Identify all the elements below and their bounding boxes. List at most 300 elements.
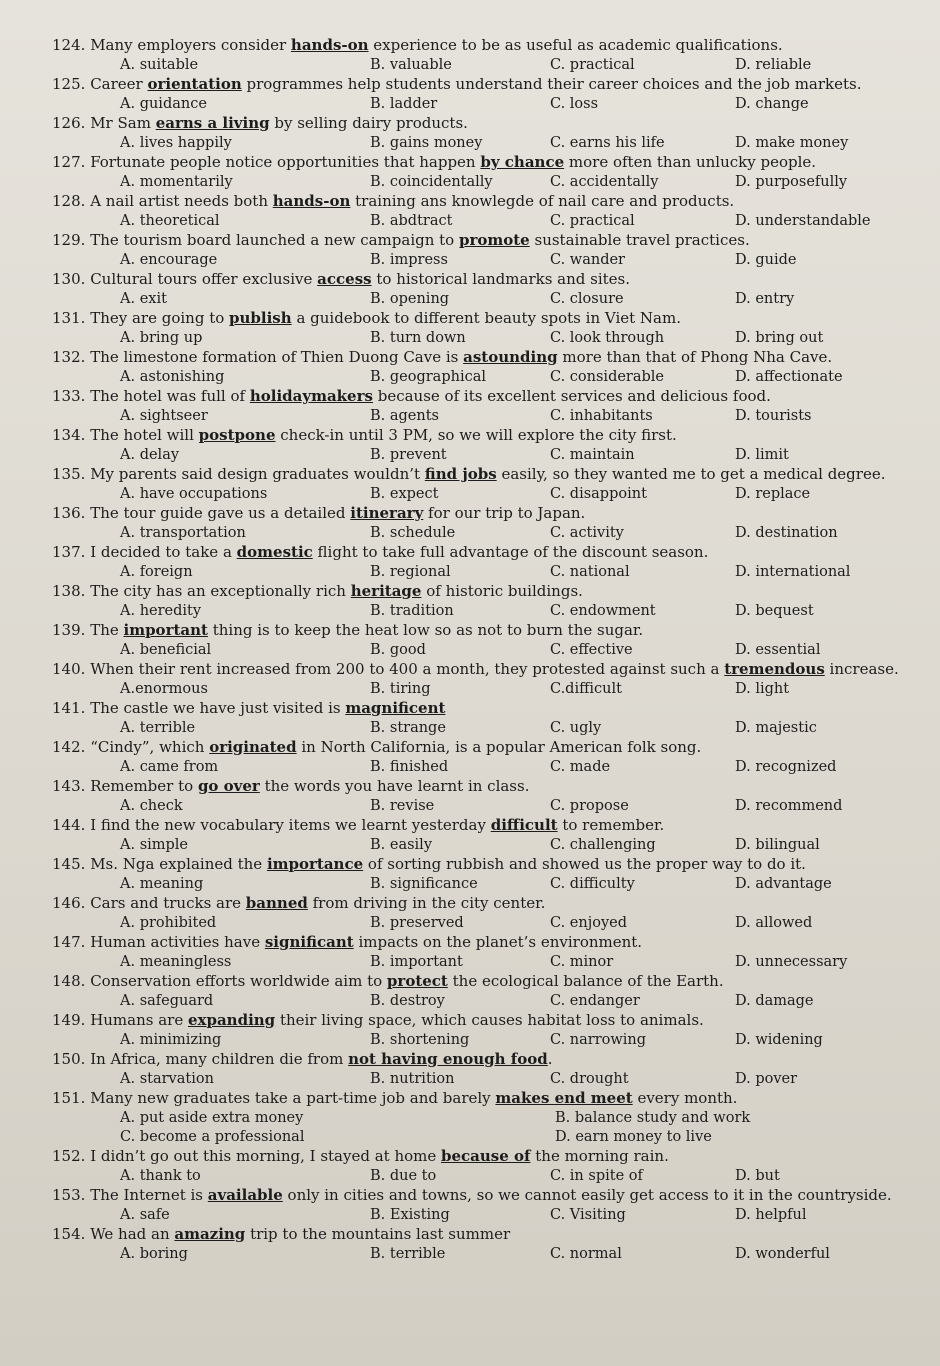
question-item — [52, 855, 880, 894]
answer-option-a: A. boring — [120, 1246, 188, 1262]
question-keyword: publish — [229, 309, 292, 327]
answer-option-b: B. prevent — [370, 447, 447, 463]
question-item — [52, 36, 880, 75]
question-keyword: by chance — [480, 153, 565, 171]
answer-option-b: B. finished — [370, 759, 449, 775]
answer-options — [52, 446, 880, 465]
question-number: 127. — [52, 153, 86, 171]
answer-option-c: C. propose — [550, 798, 629, 814]
answer-options — [52, 992, 880, 1011]
answer-option-b: B. turn down — [370, 330, 466, 346]
question-item — [52, 738, 880, 777]
question-text-before: In Africa, many children die from — [90, 1050, 349, 1068]
answer-option-d: D. earn money to live — [555, 1129, 712, 1145]
answer-option-a: A. have occupations — [120, 486, 268, 502]
answer-options — [52, 1206, 880, 1225]
question-number: 144. — [52, 816, 86, 834]
question-text-after: training ans knowlegde of nail care and products. — [350, 192, 735, 210]
question-stem — [52, 231, 880, 250]
question-number: 146. — [52, 894, 86, 912]
answer-option-a: A. meaning — [120, 876, 204, 892]
question-number: 138. — [52, 582, 86, 600]
answer-option-c: C. ugly — [550, 720, 602, 736]
answer-option-b: B. good — [370, 642, 426, 658]
question-stem — [52, 855, 880, 874]
question-number: 148. — [52, 972, 86, 990]
question-keyword: significant — [264, 933, 354, 951]
answer-options — [52, 563, 880, 582]
question-stem — [52, 699, 880, 718]
answer-option-a: A. starvation — [120, 1071, 214, 1087]
question-text-before: Cultural tours offer exclusive — [90, 270, 318, 288]
answer-options — [52, 875, 880, 894]
answer-option-d: D. essential — [735, 642, 821, 658]
answer-option-b: B. due to — [370, 1168, 437, 1184]
question-keyword: banned — [245, 894, 308, 912]
answer-options — [52, 641, 880, 660]
answer-option-a: A. beneficial — [120, 642, 212, 658]
question-keyword: earns a living — [155, 114, 270, 132]
answer-options — [52, 524, 880, 543]
answer-option-a: A. guidance — [120, 96, 207, 112]
answer-option-d: D. bring out — [735, 330, 824, 346]
question-item — [52, 309, 880, 348]
question-text-before: When their rent increased from 200 to 400 a month, they protested against such a — [90, 660, 725, 678]
question-text-after: a guidebook to different beauty spots in Viet Nam. — [291, 309, 681, 327]
answer-options — [52, 407, 880, 426]
answer-options — [52, 1167, 880, 1186]
question-text-before: I didn’t go out this morning, I stayed at home — [90, 1147, 442, 1165]
question-text-before: The hotel will — [90, 426, 199, 444]
question-number: 147. — [52, 933, 86, 951]
question-item — [52, 777, 880, 816]
question-keyword: hands-on — [290, 36, 369, 54]
question-text-after: their living space, which causes habitat loss to animals. — [275, 1011, 704, 1029]
question-number: 124. — [52, 36, 86, 54]
answer-option-d: D. wonderful — [735, 1246, 830, 1262]
question-text-after: from driving in the city center. — [307, 894, 546, 912]
question-text-before: The city has an exceptionally rich — [90, 582, 351, 600]
question-keyword: available — [207, 1186, 283, 1204]
question-number: 145. — [52, 855, 86, 873]
question-item — [52, 270, 880, 309]
question-item — [52, 231, 880, 270]
question-stem — [52, 348, 880, 367]
answer-option-c: C. activity — [550, 525, 624, 541]
question-text-before: Mr Sam — [90, 114, 156, 132]
question-keyword: difficult — [490, 816, 558, 834]
answer-option-a: A. meaningless — [120, 954, 232, 970]
answer-option-d: D. make money — [735, 135, 849, 151]
answer-option-b: B. opening — [370, 291, 450, 307]
answer-option-d: D. bequest — [735, 603, 814, 619]
answer-option-c: C. practical — [550, 57, 635, 73]
answer-option-d: D. majestic — [735, 720, 817, 736]
answer-option-a: A. encourage — [120, 252, 218, 268]
answer-option-b: B. schedule — [370, 525, 456, 541]
question-number: 151. — [52, 1089, 86, 1107]
answer-option-a: A. astonishing — [120, 369, 225, 385]
answer-option-b: B. strange — [370, 720, 446, 736]
question-text-after: because of its excellent services and delicious food. — [372, 387, 771, 405]
question-text-after: easily, so they wanted me to get a medical degree. — [496, 465, 886, 483]
question-stem — [52, 1050, 880, 1069]
answer-option-d: D. replace — [735, 486, 811, 502]
question-number: 143. — [52, 777, 86, 795]
question-number: 129. — [52, 231, 86, 249]
question-text-after: of sorting rubbish and showed us the proper way to do it. — [363, 855, 806, 873]
question-text-after: in North California, is a popular American folk song. — [296, 738, 702, 756]
answer-option-a: A. thank to — [120, 1168, 201, 1184]
question-text-before: The tour guide gave us a detailed — [90, 504, 351, 522]
question-text-before: The hotel was full of — [90, 387, 250, 405]
question-keyword: because of — [441, 1147, 531, 1165]
answer-option-b: B. significance — [370, 876, 478, 892]
answer-option-c: C. wander — [550, 252, 625, 268]
question-number: 128. — [52, 192, 86, 210]
question-item — [52, 699, 880, 738]
question-keyword: amazing — [174, 1225, 246, 1243]
question-text-after: flight to take full advantage of the discount season. — [312, 543, 709, 561]
question-stem — [52, 1186, 892, 1205]
question-text-after: of historic buildings. — [421, 582, 583, 600]
answer-option-d: D. affectionate — [735, 369, 843, 385]
question-item — [52, 933, 880, 972]
question-stem — [52, 816, 880, 835]
question-keyword: not having enough food — [348, 1050, 548, 1068]
question-keyword: find jobs — [424, 465, 497, 483]
question-number: 149. — [52, 1011, 86, 1029]
answer-option-a: A. delay — [120, 447, 180, 463]
answer-options — [52, 329, 880, 348]
question-number: 142. — [52, 738, 86, 756]
answer-options — [52, 56, 880, 75]
question-text-before: Many employers consider — [90, 36, 291, 54]
question-text-after: the morning rain. — [530, 1147, 669, 1165]
question-keyword: itinerary — [350, 504, 424, 522]
question-item — [52, 621, 880, 660]
answer-option-c: C. maintain — [550, 447, 635, 463]
answer-option-c: C. look through — [550, 330, 665, 346]
answer-option-c: C. loss — [550, 96, 599, 112]
question-keyword: important — [123, 621, 208, 639]
answer-option-a: A. prohibited — [120, 915, 217, 931]
question-stem — [52, 933, 880, 952]
question-text-before: The — [90, 621, 124, 639]
answer-option-b: B. ladder — [370, 96, 438, 112]
question-keyword: go over — [197, 777, 260, 795]
question-text-before: Humans are — [90, 1011, 188, 1029]
question-number: 141. — [52, 699, 86, 717]
answer-option-c: C. considerable — [550, 369, 665, 385]
question-item — [52, 972, 880, 1011]
answer-option-d: D. guide — [735, 252, 797, 268]
answer-option-a: A. bring up — [120, 330, 203, 346]
question-stem — [52, 114, 880, 133]
answer-option-a: A. safeguard — [120, 993, 214, 1009]
answer-option-b: B. Existing — [370, 1207, 450, 1223]
answer-option-d: D. allowed — [735, 915, 813, 931]
answer-option-d: D. recognized — [735, 759, 837, 775]
answer-options — [52, 368, 880, 387]
question-keyword: originated — [209, 738, 297, 756]
answer-option-c: C. in spite of — [550, 1168, 643, 1184]
question-text-after: check-in until 3 PM, so we will explore the city first. — [275, 426, 677, 444]
question-text-after: increase. — [824, 660, 899, 678]
question-stem — [52, 1089, 880, 1108]
question-keyword: makes end meet — [495, 1089, 633, 1107]
question-text-after: every month. — [632, 1089, 738, 1107]
answer-option-d: D. recommend — [735, 798, 843, 814]
answer-option-d: D. international — [735, 564, 851, 580]
question-keyword: tremendous — [724, 660, 825, 678]
question-keyword: holidaymakers — [249, 387, 373, 405]
answer-option-c: C. enjoyed — [550, 915, 627, 931]
answer-option-a: A. theoretical — [120, 213, 220, 229]
question-keyword: expanding — [187, 1011, 276, 1029]
answer-option-d: D. pover — [735, 1071, 798, 1087]
question-text-before: The limestone formation of Thien Duong Cave is — [90, 348, 464, 366]
answer-options — [52, 95, 880, 114]
answer-option-c: C.difficult — [550, 681, 622, 697]
answer-options — [52, 173, 880, 192]
question-text-before: They are going to — [90, 309, 230, 327]
question-item — [52, 1011, 880, 1050]
question-keyword: protect — [386, 972, 448, 990]
question-item — [52, 1050, 880, 1089]
question-item — [52, 465, 886, 504]
question-stem — [52, 270, 880, 289]
question-text-after: . — [547, 1050, 553, 1068]
question-item — [52, 1089, 880, 1147]
answer-option-b: B. revise — [370, 798, 435, 814]
question-text-after: only in cities and towns, so we cannot easily get access to it in the countryside. — [282, 1186, 892, 1204]
question-number: 152. — [52, 1147, 86, 1165]
answer-option-d: D. bilingual — [735, 837, 820, 853]
answer-options — [52, 680, 880, 699]
question-item — [52, 426, 880, 465]
question-stem — [52, 582, 880, 601]
answer-option-b: B. agents — [370, 408, 439, 424]
question-text-after: impacts on the planet’s environment. — [353, 933, 643, 951]
answer-option-c: C. narrowing — [550, 1032, 647, 1048]
answer-options — [52, 953, 880, 972]
answer-option-b: B. tiring — [370, 681, 431, 697]
answer-option-d: D. change — [735, 96, 809, 112]
question-stem — [52, 504, 880, 523]
answer-option-b: B. destroy — [370, 993, 445, 1009]
question-number: 126. — [52, 114, 86, 132]
question-stem — [52, 894, 880, 913]
question-keyword: hands-on — [272, 192, 351, 210]
question-text-before: We had an — [90, 1225, 175, 1243]
question-number: 150. — [52, 1050, 86, 1068]
question-stem — [52, 738, 880, 757]
answer-option-b: B. balance study and work — [555, 1110, 751, 1126]
question-stem — [52, 75, 880, 94]
question-text-before: Human activities have — [90, 933, 265, 951]
answer-options — [52, 485, 880, 504]
answer-option-a: A. foreign — [120, 564, 193, 580]
question-text-after: thing is to keep the heat low so as not to burn the sugar. — [207, 621, 644, 639]
question-number: 131. — [52, 309, 86, 327]
question-stem — [52, 309, 880, 328]
answer-option-b: B. geographical — [370, 369, 486, 385]
question-item — [52, 894, 880, 933]
question-keyword: orientation — [147, 75, 242, 93]
answer-option-a: A. momentarily — [120, 174, 233, 190]
question-item — [52, 348, 880, 387]
question-text-after: trip to the mountains last summer — [245, 1225, 511, 1243]
question-stem — [52, 777, 880, 796]
answer-option-a: A. suitable — [120, 57, 199, 73]
question-text-after: more often than unlucky people. — [564, 153, 817, 171]
answer-option-b: B. gains money — [370, 135, 483, 151]
question-item — [52, 543, 880, 582]
question-number: 133. — [52, 387, 86, 405]
question-item — [52, 582, 880, 621]
question-text-after: to remember. — [557, 816, 665, 834]
answer-option-a: A. sightseer — [120, 408, 208, 424]
answer-option-b: B. preserved — [370, 915, 464, 931]
answer-option-a: A. safe — [120, 1207, 170, 1223]
question-number: 135. — [52, 465, 86, 483]
answer-option-a: A. terrible — [120, 720, 196, 736]
answer-option-d: D. limit — [735, 447, 789, 463]
question-keyword: promote — [458, 231, 530, 249]
answer-option-c: C. effective — [550, 642, 633, 658]
answer-option-d: D. entry — [735, 291, 795, 307]
question-text-before: A nail artist needs both — [90, 192, 273, 210]
question-text-before: Remember to — [90, 777, 198, 795]
answer-options — [52, 758, 880, 777]
answer-option-c: C. endowment — [550, 603, 656, 619]
question-keyword: astounding — [463, 348, 558, 366]
question-text-before: The tourism board launched a new campaign to — [90, 231, 459, 249]
answer-options — [52, 602, 880, 621]
question-text-before: I find the new vocabulary items we learnt yesterday — [90, 816, 491, 834]
question-stem — [52, 1147, 880, 1166]
question-stem — [52, 621, 880, 640]
answer-options — [52, 719, 880, 738]
answer-options — [52, 212, 880, 231]
answer-option-d: D. damage — [735, 993, 814, 1009]
answer-option-c: C. national — [550, 564, 630, 580]
answer-option-b: B. easily — [370, 837, 433, 853]
question-item — [52, 192, 880, 231]
question-stem — [52, 543, 880, 562]
question-text-before: Career — [90, 75, 148, 93]
answer-option-d: D. reliable — [735, 57, 812, 73]
question-text-after: to historical landmarks and sites. — [371, 270, 631, 288]
question-stem — [52, 192, 880, 211]
question-text-after: more than that of Phong Nha Cave. — [557, 348, 833, 366]
question-text-after: experience to be as useful as academic qualifications. — [368, 36, 783, 54]
answer-option-d: D. understandable — [735, 213, 871, 229]
question-text-before: I decided to take a — [90, 543, 237, 561]
answer-option-c: C. drought — [550, 1071, 629, 1087]
answer-option-b: B. terrible — [370, 1246, 446, 1262]
answer-option-c: C. made — [550, 759, 611, 775]
answer-option-d: D. purposefully — [735, 174, 848, 190]
question-keyword: magnificent — [345, 699, 446, 717]
answer-option-d: D. helpful — [735, 1207, 807, 1223]
question-text-after: by selling dairy products. — [269, 114, 468, 132]
answer-option-a: A. exit — [120, 291, 167, 307]
answer-option-a: A. minimizing — [120, 1032, 222, 1048]
question-keyword: heritage — [350, 582, 422, 600]
answer-option-c: C. inhabitants — [550, 408, 653, 424]
question-number: 130. — [52, 270, 86, 288]
answer-options — [52, 1245, 880, 1264]
question-text-after: for our trip to Japan. — [423, 504, 586, 522]
answer-option-c: C. become a professional — [120, 1129, 305, 1145]
answer-option-d: D. destination — [735, 525, 838, 541]
answer-option-b: B. valuable — [370, 57, 452, 73]
question-text-before: My parents said design graduates wouldn’t — [90, 465, 425, 483]
answer-options — [52, 1109, 880, 1147]
question-item — [52, 387, 880, 426]
question-number: 125. — [52, 75, 86, 93]
answer-options — [52, 797, 880, 816]
question-item — [52, 153, 880, 192]
answer-option-d: D. but — [735, 1168, 780, 1184]
answer-options — [52, 134, 880, 153]
answer-option-b: B. coincidentally — [370, 174, 493, 190]
answer-option-d: D. light — [735, 681, 790, 697]
answer-options — [52, 836, 880, 855]
answer-option-c: C. normal — [550, 1246, 622, 1262]
answer-option-c: C. closure — [550, 291, 624, 307]
answer-option-b: B. abdtract — [370, 213, 453, 229]
question-text-after: the words you have learnt in class. — [259, 777, 530, 795]
question-text-before: The castle we have just visited is — [90, 699, 346, 717]
question-stem — [52, 465, 886, 484]
question-item — [52, 816, 880, 855]
answer-option-b: B. shortening — [370, 1032, 470, 1048]
question-text-before: Fortunate people notice opportunities that happen — [90, 153, 481, 171]
answer-options — [52, 251, 880, 270]
answer-option-b: B. impress — [370, 252, 448, 268]
question-stem — [52, 1011, 880, 1030]
answer-option-d: D. unnecessary — [735, 954, 848, 970]
question-keyword: importance — [266, 855, 364, 873]
question-item — [52, 660, 899, 699]
question-text-after: programmes help students understand their career choices and the job markets. — [241, 75, 862, 93]
answer-option-b: B. tradition — [370, 603, 454, 619]
question-stem — [52, 426, 880, 445]
question-stem — [52, 972, 880, 991]
question-item — [52, 504, 880, 543]
question-item — [52, 114, 880, 153]
answer-option-a: A. transportation — [120, 525, 246, 541]
answer-option-c: C. difficulty — [550, 876, 635, 892]
question-item — [52, 1225, 880, 1264]
question-text-after: the ecological balance of the Earth. — [447, 972, 724, 990]
question-text-before: “Cindy”, which — [90, 738, 210, 756]
answer-option-c: C. accidentally — [550, 174, 659, 190]
question-number: 136. — [52, 504, 86, 522]
question-text-after: sustainable travel practices. — [529, 231, 750, 249]
question-number: 137. — [52, 543, 86, 561]
question-stem — [52, 36, 880, 55]
question-stem — [52, 153, 880, 172]
question-text-before: Cars and trucks are — [90, 894, 246, 912]
answer-option-d: D. tourists — [735, 408, 812, 424]
answer-option-c: C. challenging — [550, 837, 656, 853]
question-number: 139. — [52, 621, 86, 639]
answer-options — [52, 914, 880, 933]
